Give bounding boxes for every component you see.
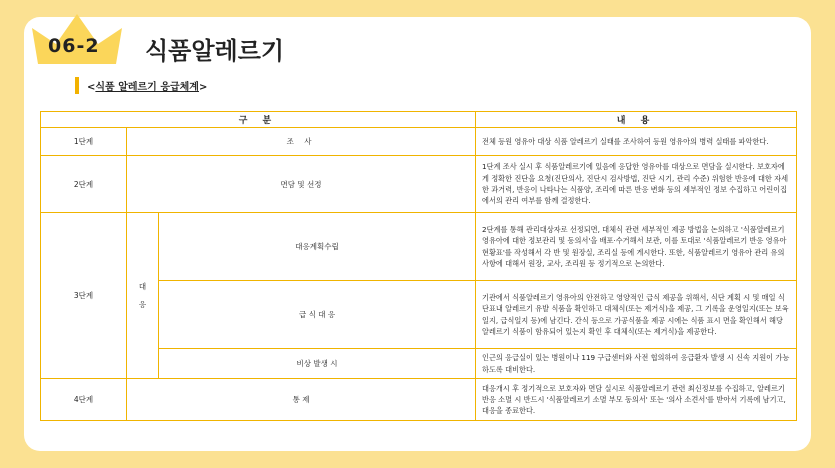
content-cell: 기관에서 식품알레르기 영유아의 안전하고 영양적인 급식 제공을 위해서, 식단 계획 시 및 매일 식단표내 알레르기 유발 식품을 확인하고 대체식(또는 제거식)을 제공, 그 기록을 운영일지(또는 보육일지, 급식일지 등)에 남긴다. 간식 등으로 가공식품을 제공 시에는 식품 표시 면을 확인해서 해당 알레르기 식품이 함유되어 있는지 확인 후 대체식(또는 제거식)을 제공한다. <box>476 281 797 349</box>
content-cell: 2단계를 통해 관리대상자로 선정되면, 대체식 관련 세부적인 제공 방법을 논의하고 '식품알레르기 영유아에 대한 정보관리 및 동의서'을 배포·수거해서 보관, 이를 토대로 '식품알레르기 반응 영유아 현황표'를 작성해서 각 반 및 원장실, 조리실 등에 게시한다. 또한, 식품알레르기 영유아 관리 유의사항에 대해서 원장, 교사, 조리원 등 정기적으로 논의한다. <box>476 213 797 281</box>
item-cell: 조 사 <box>127 128 476 156</box>
subtitle-accent-bar <box>75 77 79 94</box>
content-cell: 전체 등원 영유아 대상 식품 알레르기 실태를 조사하여 등원 영유아의 병력 실태를 파악한다. <box>476 128 797 156</box>
group-char: 응 <box>138 299 147 309</box>
group-cell <box>127 213 159 379</box>
emergency-system-table <box>40 111 797 421</box>
page-title: 식품알레르기 <box>145 37 285 65</box>
item-cell: 면담 및 선정 <box>127 156 476 213</box>
stage-cell: 4단계 <box>41 379 127 421</box>
table-row <box>41 156 797 213</box>
stage-cell: 1단계 <box>41 128 127 156</box>
column-header-category: 구 분 <box>41 112 476 128</box>
stage-cell: 2단계 <box>41 156 127 213</box>
stage-cell: 3단계 <box>41 213 127 379</box>
item-cell: 통 제 <box>127 379 476 421</box>
column-header-content: 내 용 <box>476 112 797 128</box>
item-cell: 대응계획수립 <box>159 213 476 281</box>
item-cell: 비상 발생 시 <box>159 349 476 379</box>
content-cell: 대응개시 후 정기적으로 보호자와 면담 실시로 식품알레르기 관련 최신정보를 수집하고, 알레르기 반응 소멸 시 반드시 '식품알레르기 소멸 부모 동의서' 또는 '의사 소견서'를 받아서 기록에 남기고, 대응을 종료한다. <box>476 379 797 421</box>
subtitle-text: 식품 알레르기 응급체계 <box>95 82 199 93</box>
item-cell: 급 식 대 응 <box>159 281 476 349</box>
content-cell: 인근의 응급실이 있는 병원이나 119 구급센터와 사전 협의하여 응급환자 발생 시 신속 지원이 가능하도록 대비한다. <box>476 349 797 379</box>
subtitle: <식품 알레르기 응급체계> <box>87 82 208 93</box>
group-char: 대 <box>138 281 147 291</box>
content-cell: 1단계 조사 실시 후 식품알레르기에 있음에 응답한 영유아를 대상으로 면담을 실시한다. 보호자에게 정확한 진단을 요청(진단의사, 진단시 검사방법, 진단 시기, 관리 수준) 위험한 반응에 대한 자세한 과거력, 반응이 나타나는 식품양, 조리에 따른 반응 변화 등의 세부적인 정보 수집하고 어린이집에서의 관리 여부를 함께 결정한다. <box>476 156 797 213</box>
table-row <box>41 128 797 156</box>
table-row <box>41 379 797 421</box>
table-header-row <box>41 112 797 128</box>
section-number-badge: 06-2 <box>48 35 100 57</box>
table-row <box>41 213 797 281</box>
